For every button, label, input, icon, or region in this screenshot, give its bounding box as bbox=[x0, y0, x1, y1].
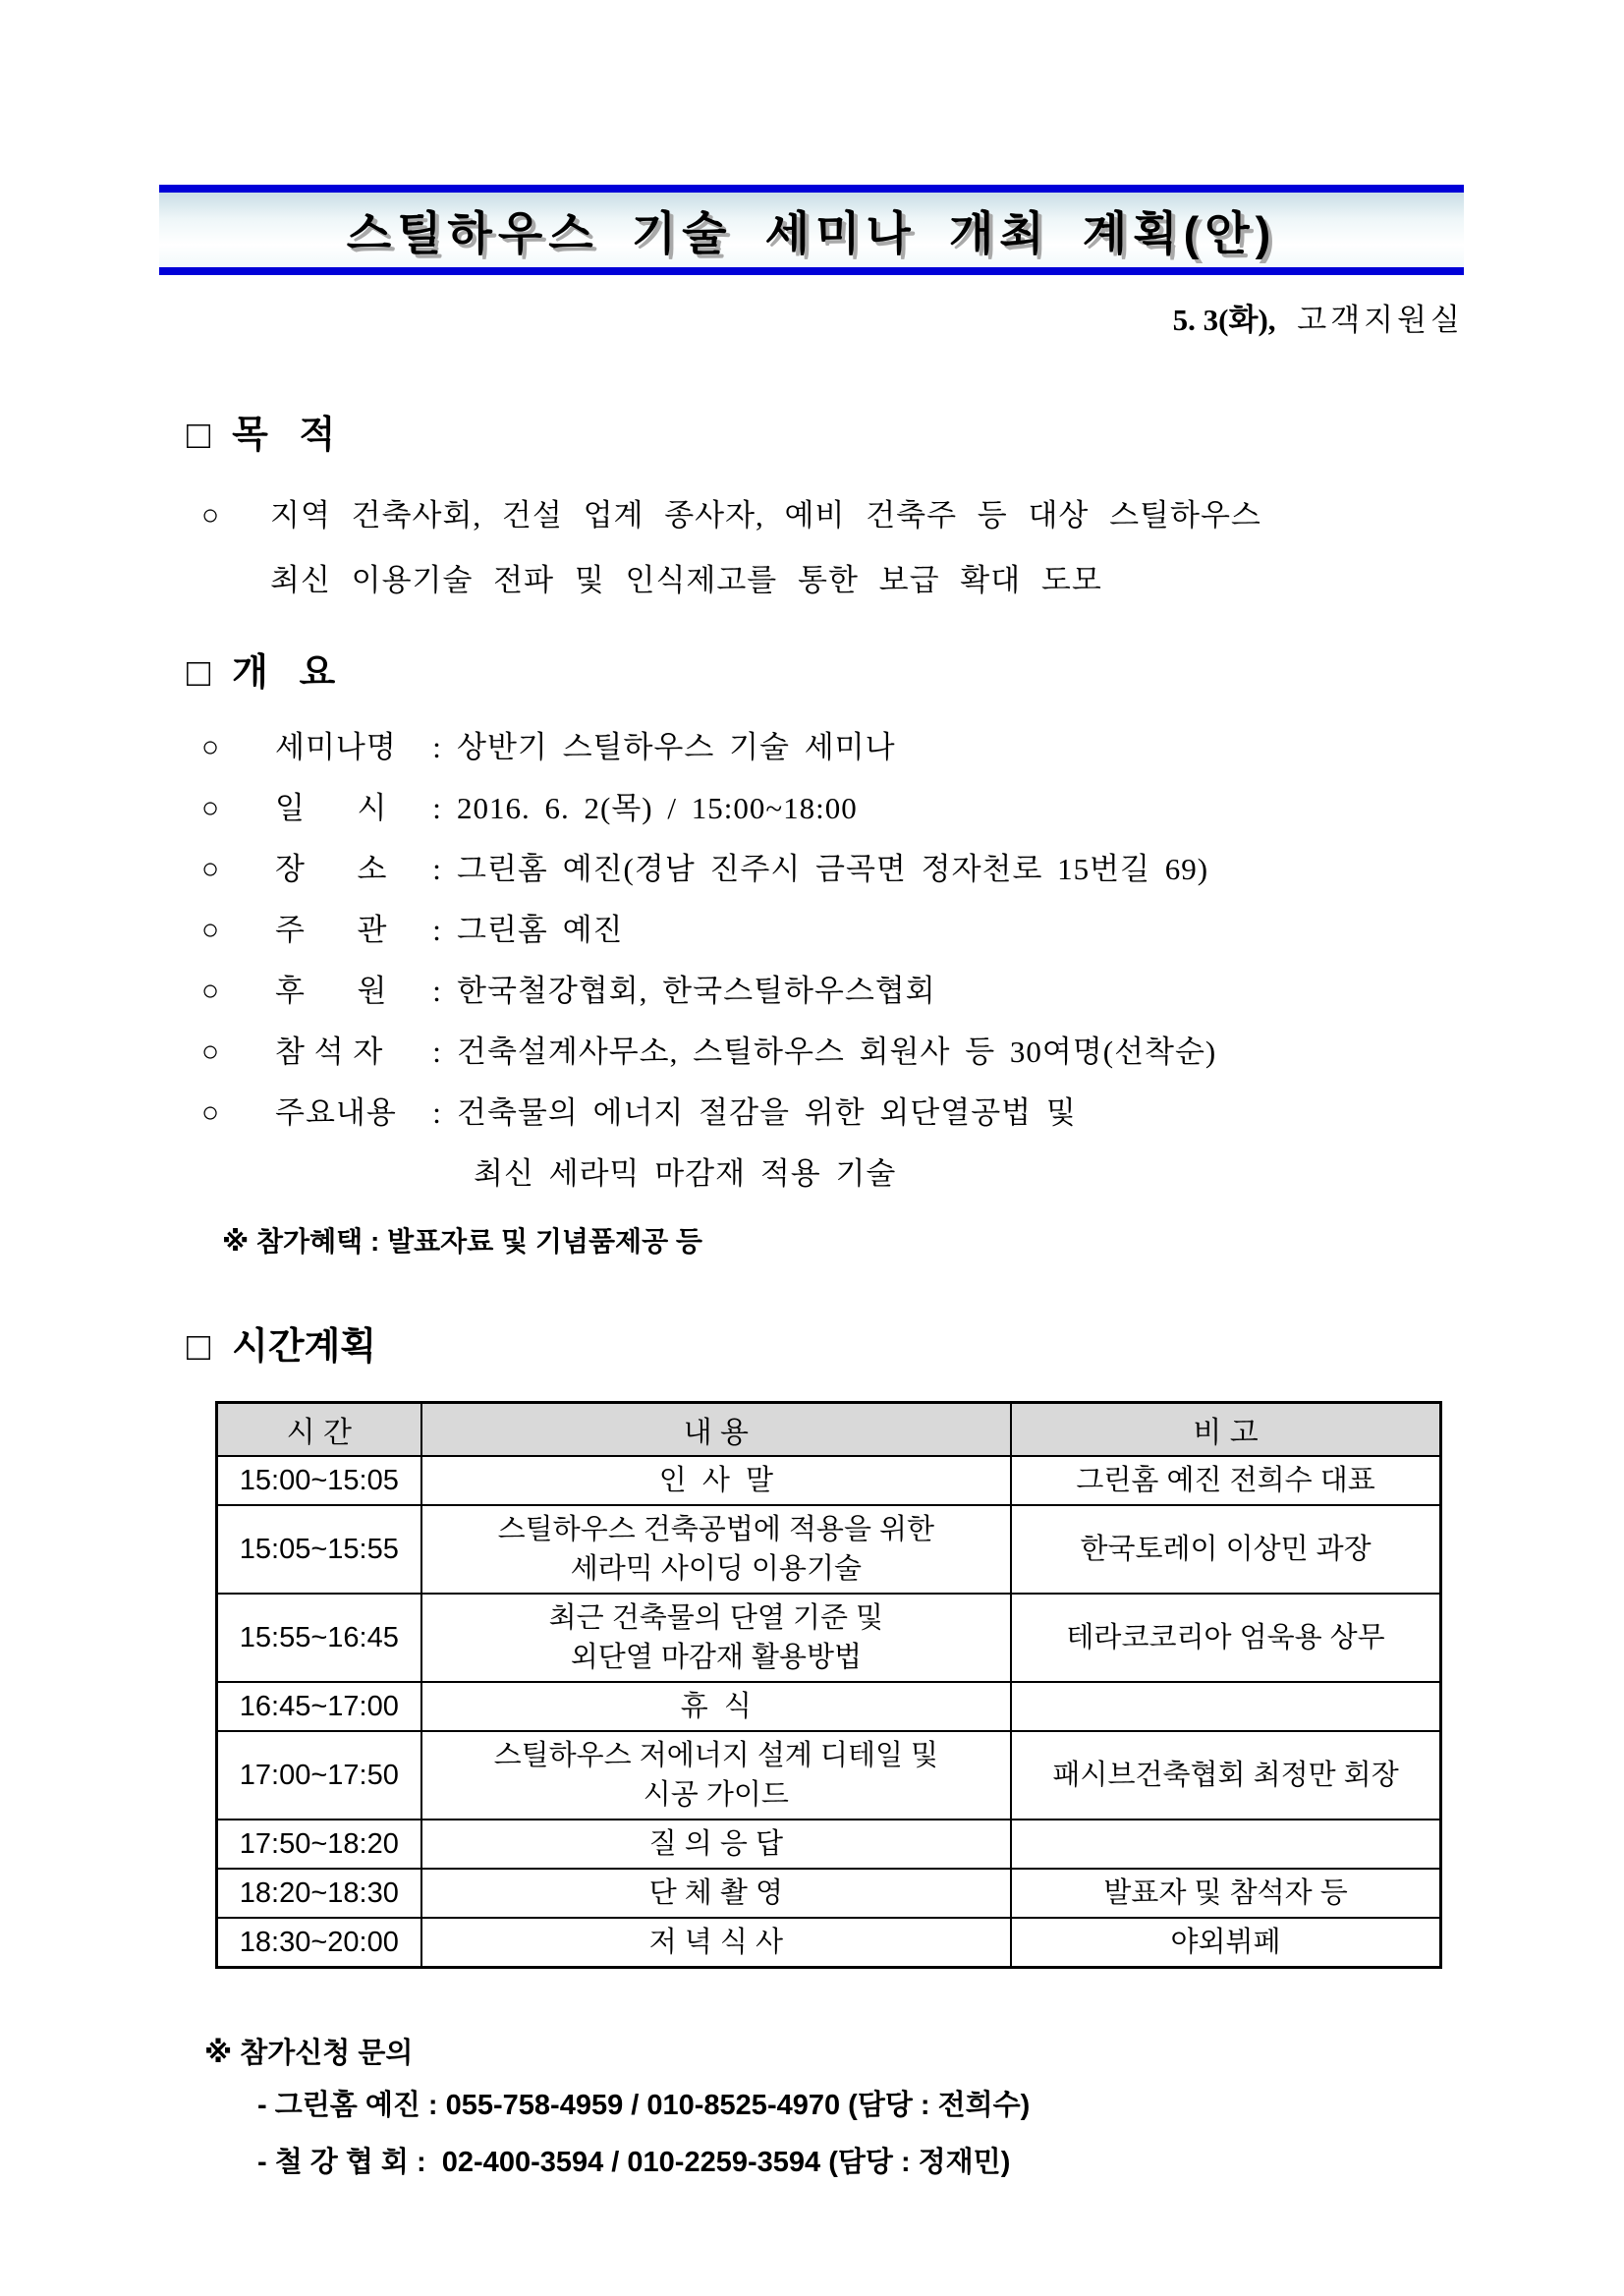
content-cell bbox=[421, 1594, 1012, 1682]
note-cell: 한국토레이 이상민 과장 bbox=[1011, 1505, 1440, 1594]
circle-bullet-icon: ○ bbox=[201, 914, 221, 946]
schedule-heading bbox=[0, 1322, 1624, 1372]
note-cell: 발표자 및 참석자 등 bbox=[1011, 1869, 1440, 1918]
table-row bbox=[217, 1820, 1441, 1869]
table-row bbox=[217, 1731, 1441, 1820]
time-cell: 16:45~17:00 bbox=[217, 1682, 421, 1731]
overview-item-main-content-line2: 최신 세라믹 마감재 적용 기술 bbox=[474, 1156, 897, 1191]
schedule-table bbox=[215, 1401, 1442, 1969]
content-line: 저 녁 식 사 bbox=[648, 1927, 783, 1958]
overview-item-datetime bbox=[0, 778, 1624, 839]
item-label: 세미나명 bbox=[275, 730, 397, 764]
content-cell bbox=[421, 1731, 1012, 1820]
content-line: 질 의 응 답 bbox=[648, 1828, 783, 1860]
content-line: 최근 건축물의 단열 기준 및 bbox=[548, 1602, 884, 1634]
overview-heading-text: 개 요 bbox=[232, 652, 336, 694]
item-colon: : bbox=[423, 791, 451, 825]
overview-item-main-content bbox=[0, 1083, 1624, 1144]
page-title: 스틸하우스 기술 세미나 개최 계획(안) bbox=[346, 206, 1277, 259]
circle-bullet-icon: ○ bbox=[201, 731, 221, 763]
department-text: 고객지원실 bbox=[1297, 303, 1464, 337]
circle-bullet-icon: ○ bbox=[201, 1096, 221, 1129]
overview-heading bbox=[0, 648, 1624, 698]
item-colon: : bbox=[423, 913, 451, 947]
note-cell: 야외뷔페 bbox=[1011, 1918, 1440, 1968]
inquiry-heading: ※ 참가신청 문의 bbox=[204, 2038, 414, 2069]
purpose-text bbox=[270, 483, 1464, 613]
purpose-body bbox=[0, 483, 1624, 613]
overview-item-attendees bbox=[0, 1022, 1624, 1083]
note-cell: 패시브건축협회 최정만 회장 bbox=[1011, 1731, 1440, 1820]
overview-item-host bbox=[0, 900, 1624, 961]
contact-line-greenhome: - 그린홈 예진 : 055-758-4959 / 010-8525-4970 (담당 : 전희수) bbox=[257, 2090, 1031, 2121]
content-cell bbox=[421, 1505, 1012, 1594]
content-cell bbox=[421, 1869, 1012, 1918]
item-colon: : bbox=[423, 974, 451, 1008]
time-cell: 17:00~17:50 bbox=[217, 1731, 421, 1820]
circle-bullet-icon: ○ bbox=[201, 975, 221, 1007]
item-value: 2016. 6. 2(목) / 15:00~18:00 bbox=[457, 791, 858, 825]
note-cell: 테라코코리아 엄욱용 상무 bbox=[1011, 1594, 1440, 1682]
content-line: 외단열 마감재 활용방법 bbox=[570, 1642, 862, 1673]
item-label: 후 원 bbox=[275, 974, 388, 1008]
square-marker-icon: □ bbox=[187, 1325, 211, 1369]
time-cell: 18:30~20:00 bbox=[217, 1918, 421, 1968]
square-marker-icon: □ bbox=[187, 414, 211, 457]
purpose-line-2: 최신 이용기술 전파 및 인식제고를 통한 보급 확대 도모 bbox=[270, 563, 1102, 597]
date-text: 5. 3(화), bbox=[1172, 303, 1276, 337]
purpose-line-1: 지역 건축사회, 건설 업계 종사자, 예비 건축주 등 대상 스틸하우스 bbox=[270, 498, 1261, 532]
overview-list bbox=[0, 717, 1624, 1204]
content-line: 인 사 말 bbox=[658, 1465, 773, 1496]
overview-item-sponsor bbox=[0, 961, 1624, 1022]
content-line: 스틸하우스 저에너지 설계 디테일 및 bbox=[493, 1740, 939, 1771]
circle-bullet-icon: ○ bbox=[201, 1036, 221, 1068]
note-cell bbox=[1011, 1682, 1440, 1731]
table-row bbox=[217, 1505, 1441, 1594]
column-header-time: 시 간 bbox=[217, 1403, 421, 1457]
item-value: 상반기 스틸하우스 기술 세미나 bbox=[457, 730, 896, 764]
item-value: 한국철강협회, 한국스틸하우스협회 bbox=[457, 974, 936, 1008]
circle-bullet-icon: ○ bbox=[201, 499, 220, 532]
content-cell bbox=[421, 1918, 1012, 1968]
time-cell: 15:05~15:55 bbox=[217, 1505, 421, 1594]
column-header-content: 내 용 bbox=[421, 1403, 1012, 1457]
purpose-heading-text: 목 적 bbox=[232, 415, 336, 456]
table-row bbox=[217, 1594, 1441, 1682]
content-line: 스틸하우스 건축공법에 적용을 위한 bbox=[497, 1514, 935, 1545]
table-row bbox=[217, 1456, 1441, 1505]
circle-bullet-icon: ○ bbox=[201, 792, 221, 824]
item-colon: : bbox=[423, 852, 451, 886]
date-line bbox=[0, 301, 1464, 340]
time-cell: 17:50~18:20 bbox=[217, 1820, 421, 1869]
item-label: 장 소 bbox=[275, 852, 388, 886]
overview-item-seminar-name bbox=[0, 717, 1624, 778]
content-line: 시공 가이드 bbox=[643, 1779, 789, 1811]
footer bbox=[0, 2030, 1624, 2191]
table-row bbox=[217, 1918, 1441, 1968]
note-cell bbox=[1011, 1820, 1440, 1869]
column-header-note: 비 고 bbox=[1011, 1403, 1440, 1457]
item-value: 건축설계사무소, 스틸하우스 회원사 등 30여명(선착순) bbox=[457, 1035, 1217, 1069]
time-cell: 15:00~15:05 bbox=[217, 1456, 421, 1505]
item-value: 그린홈 예진 bbox=[457, 913, 624, 947]
benefit-note: ※ 참가혜택 : 발표자료 및 기념품제공 등 bbox=[222, 1226, 702, 1257]
content-line: 세라믹 사이딩 이용기술 bbox=[570, 1553, 862, 1585]
item-label: 주요내용 bbox=[275, 1095, 397, 1130]
table-header-row bbox=[217, 1403, 1441, 1457]
time-cell: 18:20~18:30 bbox=[217, 1869, 421, 1918]
table-row bbox=[217, 1869, 1441, 1918]
table-row bbox=[217, 1682, 1441, 1731]
item-colon: : bbox=[423, 1035, 451, 1069]
content-cell bbox=[421, 1820, 1012, 1869]
schedule-heading-text: 시간계획 bbox=[232, 1326, 377, 1368]
overview-item-place bbox=[0, 839, 1624, 900]
circle-bullet-icon: ○ bbox=[201, 853, 221, 885]
time-cell: 15:55~16:45 bbox=[217, 1594, 421, 1682]
item-colon: : bbox=[423, 730, 451, 764]
content-line: 휴 식 bbox=[680, 1691, 752, 1722]
item-value: 그린홈 예진(경남 진주시 금곡면 정자천로 15번길 69) bbox=[457, 852, 1209, 886]
purpose-heading bbox=[0, 411, 1624, 460]
item-colon: : bbox=[423, 1095, 451, 1130]
contact-line-steel-association: - 철 강 협 회 : 02-400-3594 / 010-2259-3594 (담당 : 정재민) bbox=[257, 2147, 1011, 2178]
note-cell: 그린홈 예진 전희수 대표 bbox=[1011, 1456, 1440, 1505]
item-label: 일 시 bbox=[275, 791, 388, 825]
content-cell bbox=[421, 1456, 1012, 1505]
title-banner bbox=[159, 185, 1464, 275]
item-value: 건축물의 에너지 절감을 위한 외단열공법 및 bbox=[457, 1095, 1077, 1130]
content-line: 단 체 촬 영 bbox=[648, 1877, 783, 1909]
content-cell bbox=[421, 1682, 1012, 1731]
square-marker-icon: □ bbox=[187, 651, 211, 695]
item-label: 주 관 bbox=[275, 913, 388, 947]
item-label: 참 석 자 bbox=[275, 1035, 384, 1069]
